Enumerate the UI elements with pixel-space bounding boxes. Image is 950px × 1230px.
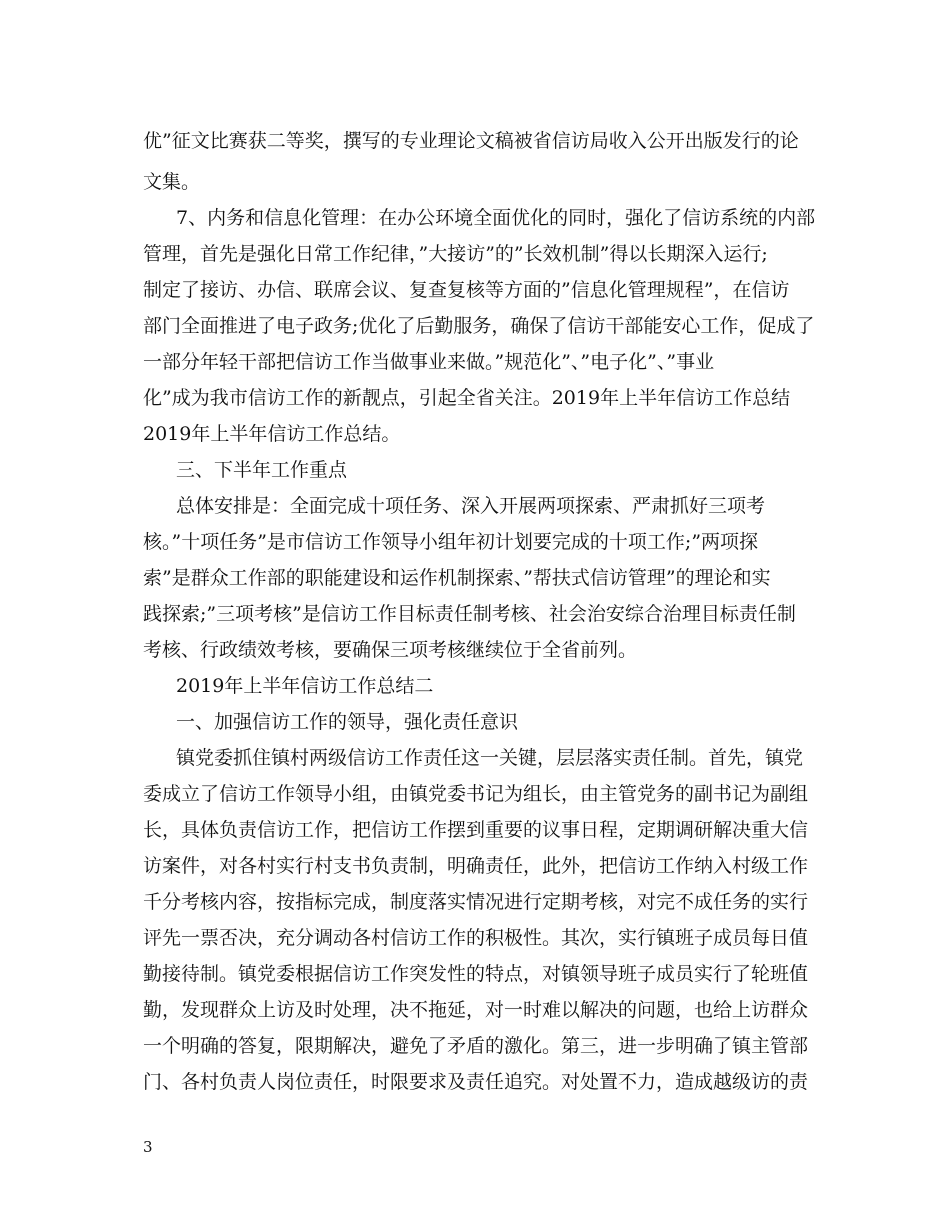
text-line: 部门全面推进了电子政务;优化了后勤服务，确保了信访干部能安心工作，促成了 (143, 315, 815, 337)
text-line: 核。”十项任务”是市信访工作领导小组年初计划要完成的十项工作;”两项探 (143, 531, 759, 553)
text-line: 总体安排是：全面完成十项任务、深入开展两项探索、严肃抓好三项考 (176, 495, 766, 517)
text-line: 管理，首先是强化日常工作纪律，”大接访”的”长效机制”得以长期深入运行; (143, 243, 768, 265)
text-line: 索”是群众工作部的职能建设和运作机制探索、”帮扶式信访管理”的理论和实 (143, 567, 771, 589)
text-line: 制定了接访、办信、联席会议、复查复核等方面的”信息化管理规程”，在信访 (143, 279, 790, 301)
text-line: 长，具体负责信访工作，把信访工作摆到重要的议事日程，定期调研解决重大信 (143, 819, 809, 841)
text-line: 镇党委抓住镇村两级信访工作责任这一关键，层层落实责任制。首先，镇党 (176, 747, 804, 769)
text-line: 优”征文比赛获二等奖，撰写的专业理论文稿被省信访局收入公开出版发行的论 (143, 130, 799, 152)
section-title: 2019年上半年信访工作总结二 (176, 675, 434, 697)
text-line: 千分考核内容，按指标完成，制度落实情况进行定期考核，对完不成任务的实行 (143, 891, 809, 913)
text-line: 践探索;”三项考核”是信访工作目标责任制考核、社会治安综合治理目标责任制 (143, 603, 796, 625)
text-line: 一部分年轻干部把信访工作当做事业来做。”规范化”、”电子化”、”事业 (143, 351, 715, 373)
text-line: 勤接待制。镇党委根据信访工作突发性的特点，对镇领导班子成员实行了轮班值 (143, 963, 809, 985)
text-line: 考核、行政绩效考核，要确保三项考核继续位于全省前列。 (143, 639, 638, 661)
text-line: 化”成为我市信访工作的新靓点，引起全省关注。2019年上半年信访工作总结 (143, 387, 791, 409)
text-line: 文集。 (143, 171, 201, 193)
text-line: 委成立了信访工作领导小组，由镇党委书记为组长，由主管党务的副书记为副组 (143, 783, 809, 805)
text-line: 访案件，对各村实行村支书负责制，明确责任，此外，把信访工作纳入村级工作 (143, 855, 809, 877)
text-line: 门、各村负责人岗位责任，时限要求及责任追究。对处置不力，造成越级访的责 (143, 1071, 809, 1093)
text-line: 一个明确的答复，限期解决，避免了矛盾的激化。第三，进一步明确了镇主管部 (143, 1035, 809, 1057)
page-number: 3 (143, 1138, 153, 1156)
text-line: 评先一票否决，充分调动各村信访工作的积极性。其次，实行镇班子成员每日值 (143, 927, 809, 949)
section-heading: 一、加强信访工作的领导，强化责任意识 (176, 711, 519, 733)
text-line: 2019年上半年信访工作总结。 (143, 423, 401, 445)
text-line: 7、内务和信息化管理：在办公环境全面优化的同时，强化了信访系统的内部 (176, 207, 816, 229)
text-line: 勤，发现群众上访及时处理，决不拖延，对一时难以解决的问题，也给上访群众 (143, 999, 809, 1021)
section-heading: 三、下半年工作重点 (176, 459, 348, 481)
